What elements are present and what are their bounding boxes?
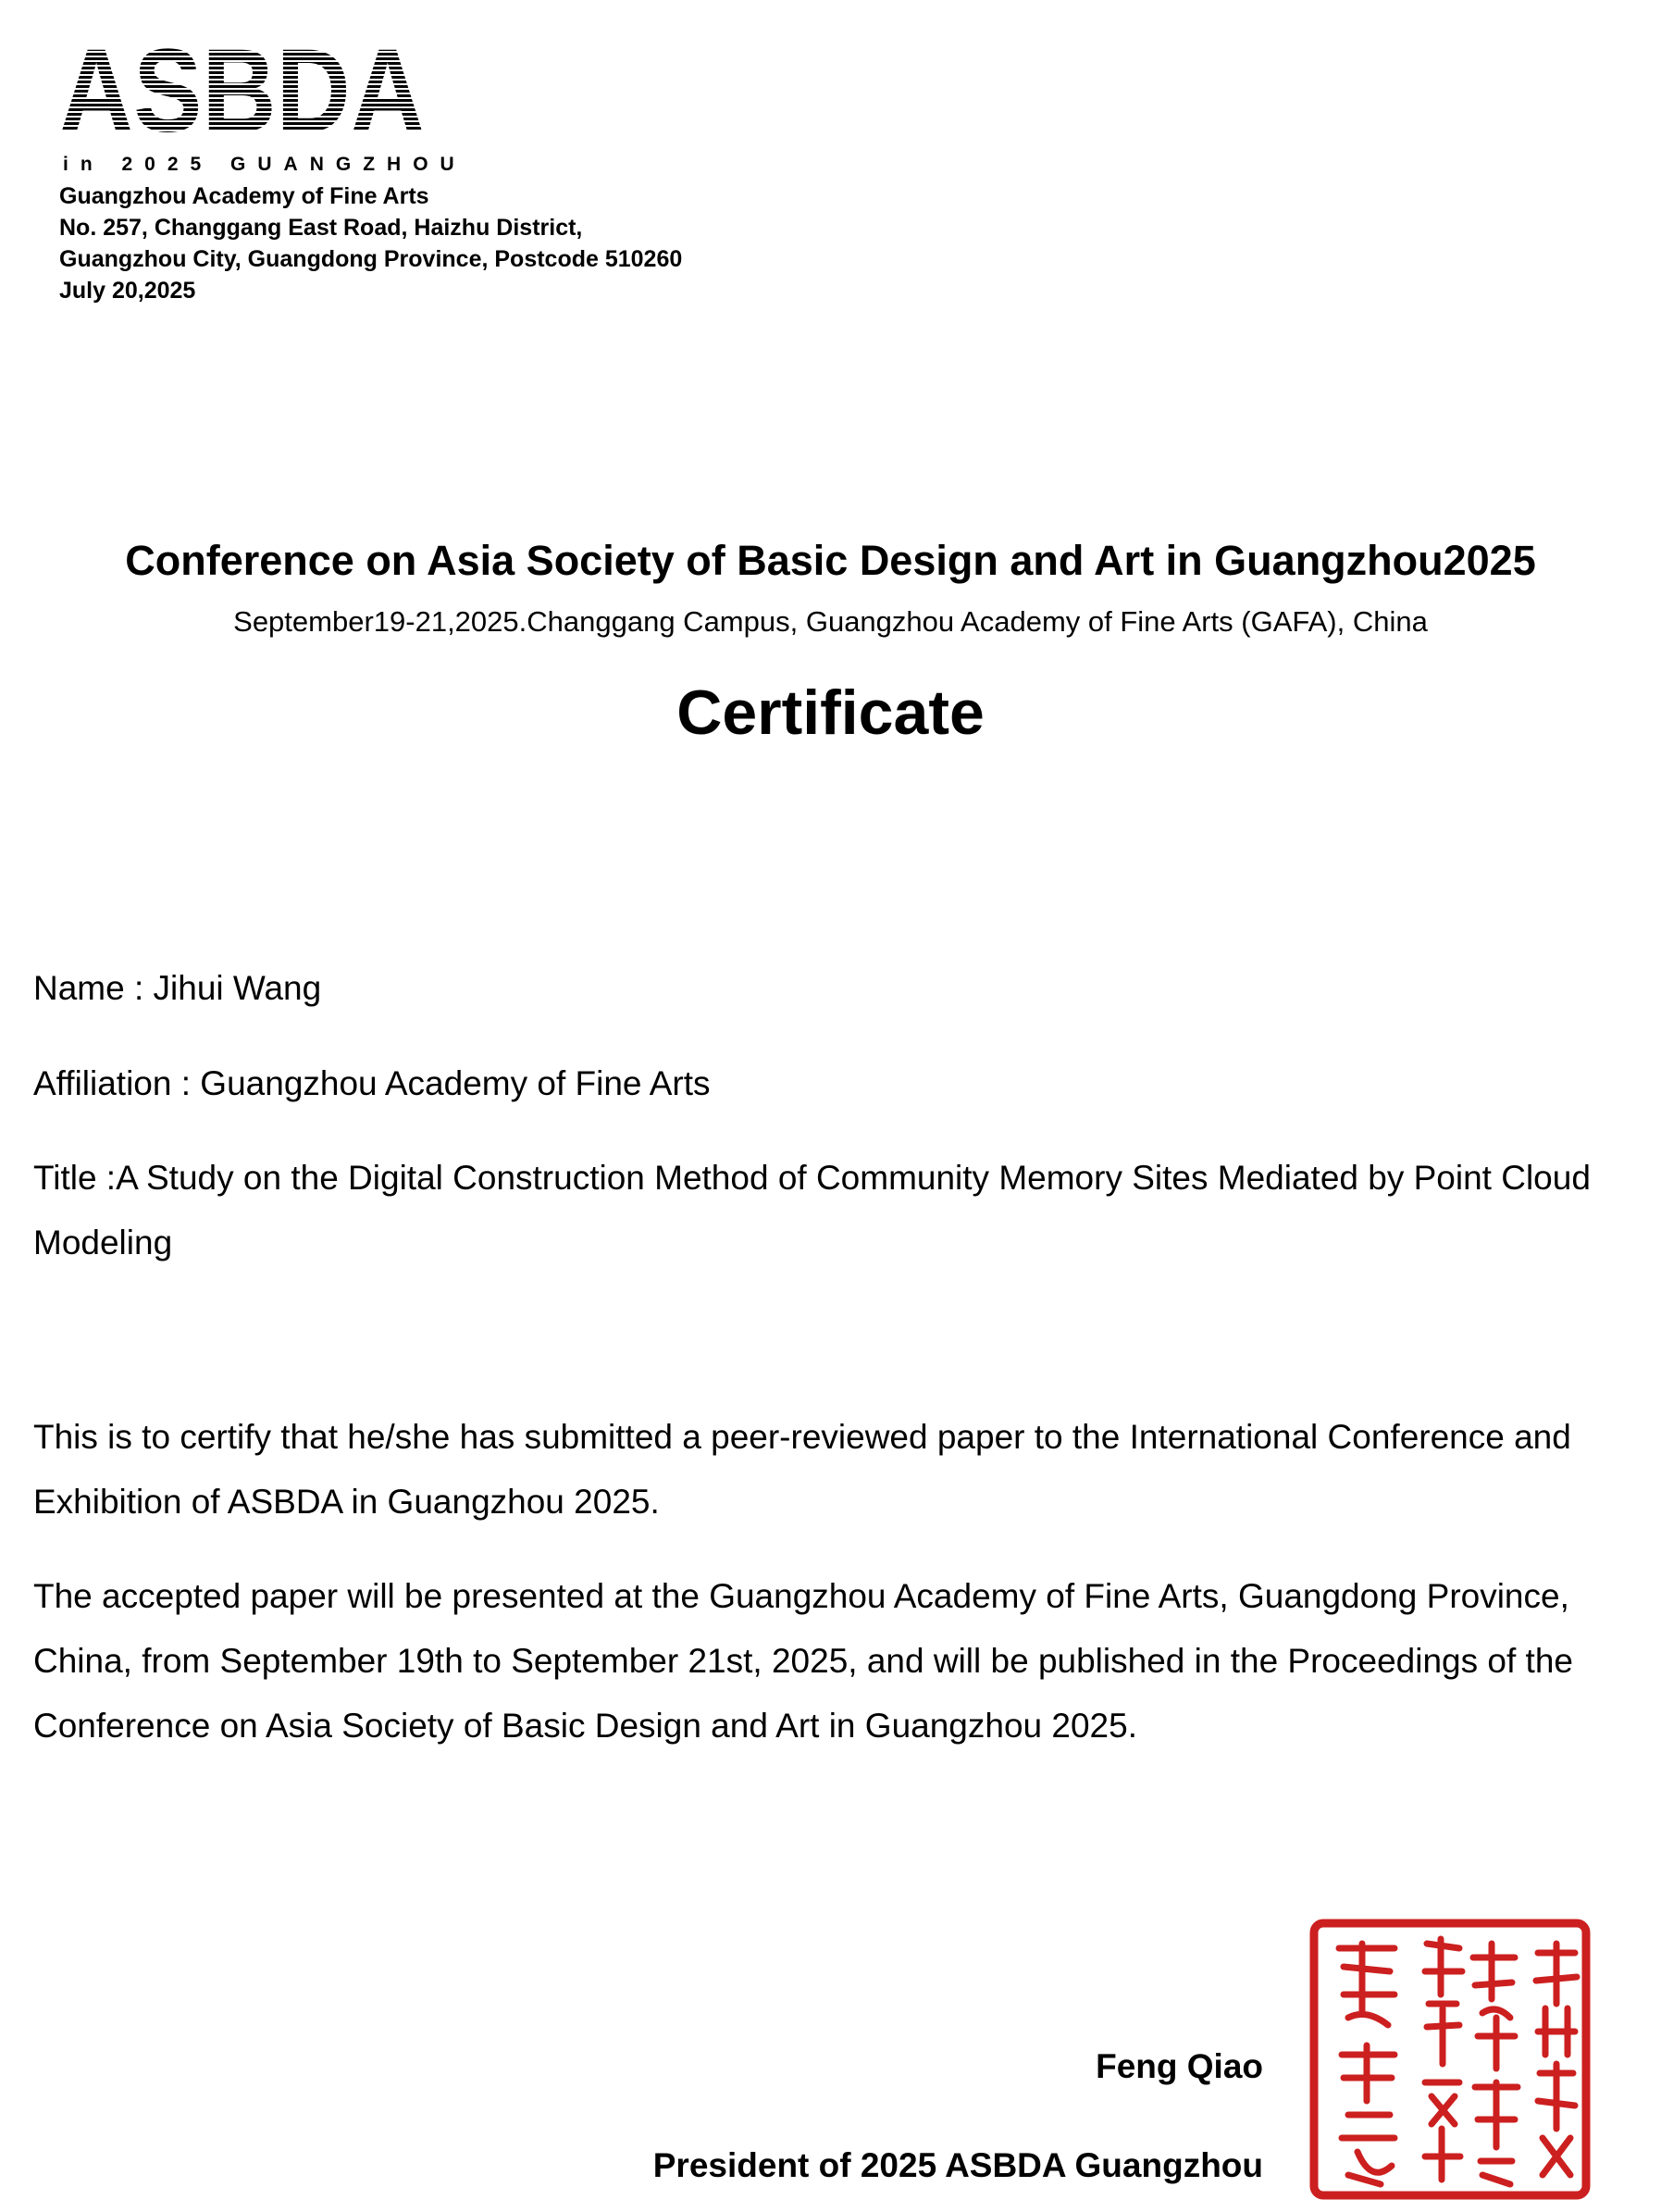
conference-title: Conference on Asia Society of Basic Design and Art in Guangzhou2025 [125, 537, 1536, 584]
address-line-1: Guangzhou Academy of Fine Arts [59, 183, 429, 209]
address-line-3: Guangzhou City, Guangdong Province, Postcode 510260 [59, 246, 683, 272]
signer-role: President of 2025 ASBDA Guangzhou [652, 2146, 1263, 2184]
letterhead [59, 25, 800, 306]
letter-date: July 20,2025 [59, 278, 196, 304]
presentation-paragraph: The accepted paper will be presented at the Guangzhou Academy of Fine Arts, Guangdong Province, China, from September 19th to September 21st, 2025, and will be published in the Proceedings of the Conference on Asia Society of Basic Design and Art in Guangzhou 2025. [33, 1577, 1573, 1745]
certificate-title: Certificate [676, 677, 985, 748]
asbda-logo [59, 25, 429, 157]
field-name: Name : Jihui Wang [33, 969, 322, 1007]
logo-text: ASBDA [59, 25, 425, 157]
signer-name: Feng Qiao [1096, 2047, 1263, 2085]
certify-paragraph: This is to certify that he/she has submitted a peer-reviewed paper to the International Conference and Exhibition of ASBDA in Guangzhou 2025. [33, 1418, 1571, 1521]
logo-subtitle: in 2025 GUANGZHOU [63, 154, 466, 175]
address-line-2: No. 257, Changgang East Road, Haizhu District, [59, 215, 583, 241]
field-affiliation: Affiliation : Guangzhou Academy of Fine Arts [33, 1064, 711, 1102]
conference-subtitle: September19-21,2025.Changgang Campus, Guangzhou Academy of Fine Arts (GAFA), China [233, 605, 1428, 638]
field-title: Title :A Study on the Digital Construction Method of Community Memory Sites Mediated by Point Cloud Modeling [33, 1159, 1591, 1261]
official-seal-icon [1307, 1916, 1593, 2203]
